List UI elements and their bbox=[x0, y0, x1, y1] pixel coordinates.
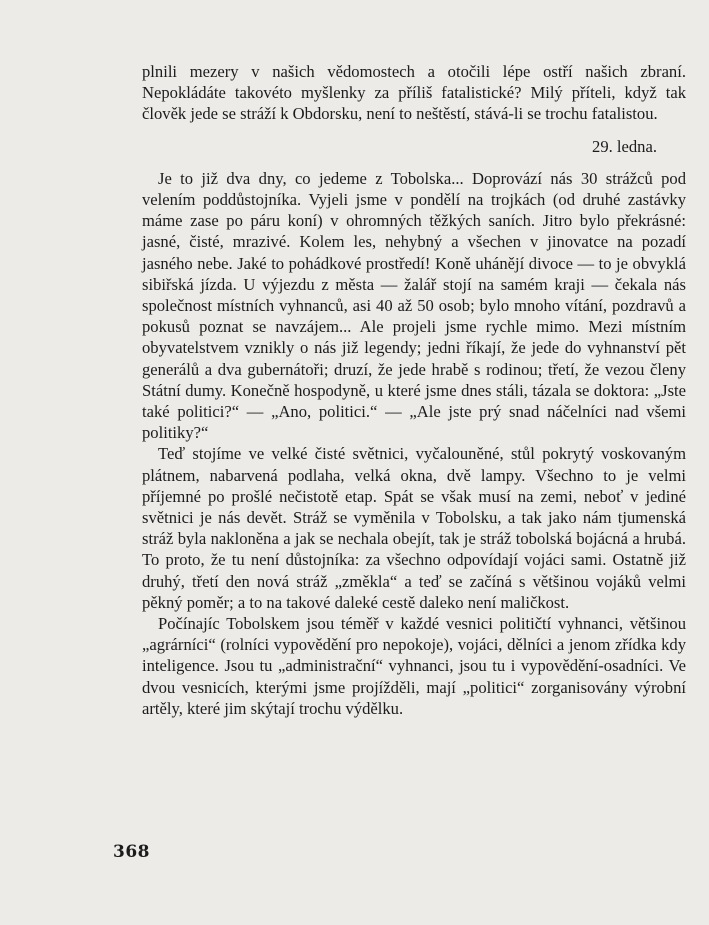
paragraph-journey: Je to již dva dny, co jedeme z Tobolska... Doprovází nás 30 strážců pod velením poddůstojníka. Vyjeli jsme v pondělí na trojkách (od druhé zastávky máme zase po páru koní) v ohromných těžkých saních. Jitro bylo překrásné: jasné, čisté, mrazivé. Kolem les, nehybný a všechen v jinovatce na pozadí jasného nebe. Jaké to pohádkové prostředí! Koně uhánějí divoce — to je obvyklá sibiřská jízda. U výjezdu z města — žalář stojí na samém kraji — čekala nás společnost místních vyhnanců, asi 40 až 50 osob; bylo mnoho vítání, pozdravů a pokusů poznat se navzájem... Ale projeli jsme rychle mimo. Mezi místním obyvatelstvem vznikly o nás již legendy; jedni říkají, že jede do vyhnanství pět generálů a dva gubernátoři; druzí, že jede hrabě s rodinou; třetí, že vezou členy Státní dumy. Konečně hospodyně, u které jsme dnes stáli, tázala se doktora: „Jste také politici?“ — „Ano, politici.“ — „Ale jste prý snad náčelníci nad všemi politiky?“ bbox=[142, 168, 686, 443]
body-text bbox=[142, 61, 686, 719]
paragraph-exiles: Počínajíc Tobolskem jsou téměř v každé vesnici političtí vyhnanci, většinou „agrárníci“ (rolníci vypovědění pro nepokoje), vojáci, dělníci a jenom zřídka kdy inteligence. Jsou tu „administrační“ vyhnanci, jsou tu i vypovědění-osadníci. Ve dvou vesnicích, kterými jsme projížděli, mají „politici“ zorganisovány výrobní artěly, které jim skýtají trochu výdělku. bbox=[142, 614, 686, 718]
page-number: 368 bbox=[113, 842, 150, 862]
date-heading: 29. ledna. bbox=[592, 136, 657, 156]
paragraph-room: Teď stojíme ve velké čisté světnici, vyčalouněné, stůl pokrytý voskovaným plátnem, nabarvená podlaha, velká okna, dvě lampy. Všechno to je velmi příjemné po prošlé nečistotě etap. Spát se však musí na zemi, neboť v jediné světnici je nás devět. Stráž se vyměnila v Tobolsku, a tak jako nám tjumenská stráž byla nakloněna a jak se nechala obejít, tak je stráž tobolská bojácná a hrubá. To proto, že tu není důstojníka: za všechno odpovídají vojáci sami. Ostatně již druhý, třetí den nová stráž „změkla“ a teď se začíná s většinou vojáků velmi pěkný poměr; a to na takové daleké cestě daleko není maličkost. bbox=[142, 444, 686, 612]
paragraph-continuation: plnili mezery v našich vědomostech a otočili lépe ostří našich zbraní. Nepokládáte takovéto myšlenky za příliš fatalistické? Milý příteli, když tak člověk jede se stráží k Obdorsku, není to neštěstí, stává-li se trochu fatalistou. bbox=[142, 62, 686, 124]
